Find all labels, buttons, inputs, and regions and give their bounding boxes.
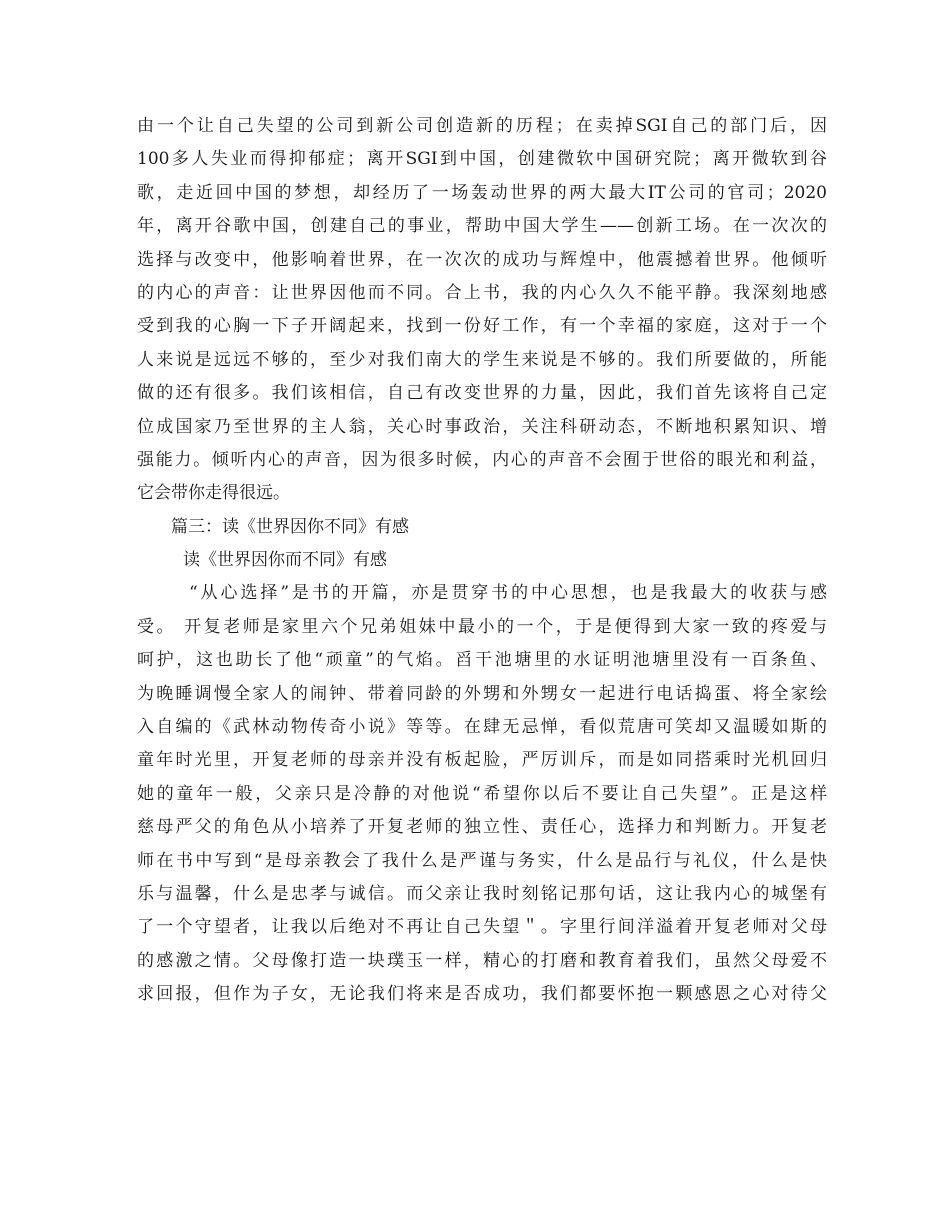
paragraph-2-line: 呵护，这也助长了他“顽童”的气焰。舀干池塘里的水证明池塘里没有一百条鱼、 [137,650,827,671]
paragraph-2-line: 求回报，但作为子女，无论我们将来是否成功，我们都要怀抱一颗感恩之心对待父 [137,984,827,1005]
paragraph-2-line: 童年时光里，开复老师的母亲并没有板起脸，严厉训斥，而是如同搭乘时光机回归 [137,750,827,771]
paragraph-1-line: 100多人失业而得抑郁症；离开SGI到中国，创建微软中国研究院；离开微软到谷 [137,149,827,170]
paragraph-1-line: 人来说是远远不够的，至少对我们南大的学生来说是不够的。我们所要做的，所能 [137,349,827,370]
paragraph-2-line: 的感激之情。父母像打造一块璞玉一样，精心的打磨和教育着我们，虽然父母爱不 [137,950,827,971]
paragraph-1-line: 歌，走近回中国的梦想，却经历了一场轰动世界的两大最大IT公司的官司；2020 [137,182,827,203]
paragraph-1-line: 做的还有很多。我们该相信，自己有改变世界的力量，因此，我们首先该将自己定 [137,383,827,404]
paragraph-1-line: 选择与改变中，他影响着世界，在一次次的成功与辉煌中，他震撼着世界。他倾听 [137,249,827,270]
paragraph-1-line: 强能力。倾听内心的声音，因为很多时候，内心的声音不会囿于世俗的眼光和利益， [137,449,827,470]
paragraph-2-line: 她的童年一般，父亲只是冷静的对他说“希望你以后不要让自己失望”。正是这样 [137,783,827,804]
paragraph-2-line: 师在书中写到“是母亲教会了我什么是严谨与务实，什么是品行与礼仪，什么是快 [137,850,827,871]
document-body [137,110,827,1012]
paragraph-2-line: “从心选择”是书的开篇，亦是贯穿书的中心思想，也是我最大的收获与感 [189,583,827,604]
article-title: 读《世界因你而不同》有感 [183,550,387,571]
paragraph-2-line: 受。 开复老师是家里六个兄弟姐妹中最小的一个，于是便得到大家一致的疼爱与 [137,616,827,637]
paragraph-2-line: 乐与温馨，什么是忠孝与诚信。而父亲让我时刻铭记那句话，这让我内心的城堡有 [137,883,827,904]
paragraph-1-line: 的内心的声音：让世界因他而不同。合上书，我的内心久久不能平静。我深刻地感 [137,282,827,303]
paragraph-2-line: 入自编的《武林动物传奇小说》等等。在肆无忌惮，看似荒唐可笑却又温暖如斯的 [137,717,827,738]
section-heading: 篇三：读《世界因你不同》有感 [171,516,409,537]
paragraph-2-line: 了一个守望者，让我以后绝对不再让自己失望＂。字里行间洋溢着开复老师对父母 [137,917,827,938]
paragraph-2-line: 慈母严父的角色从小培养了开复老师的独立性、责任心，选择力和判断力。开复老 [137,817,827,838]
paragraph-1-line: 年，离开谷歌中国，创建自己的事业，帮助中国大学生——创新工场。在一次次的 [137,216,827,237]
paragraph-2-line: 为晚睡调慢全家人的闹钟、带着同龄的外甥和外甥女一起进行电话捣蛋、将全家绘 [137,683,827,704]
paragraph-1-line: 由一个让自己失望的公司到新公司创造新的历程；在卖掉SGI自己的部门后，因 [137,116,827,136]
paragraph-1-line: 位成国家乃至世界的主人翁，关心时事政治，关注科研动态，不断地积累知识、增 [137,416,827,437]
paragraph-1-line: 它会带你走得很远。 [137,483,290,504]
paragraph-1-line: 受到我的心胸一下子开阔起来，找到一份好工作，有一个幸福的家庭，这对于一个 [137,316,827,337]
